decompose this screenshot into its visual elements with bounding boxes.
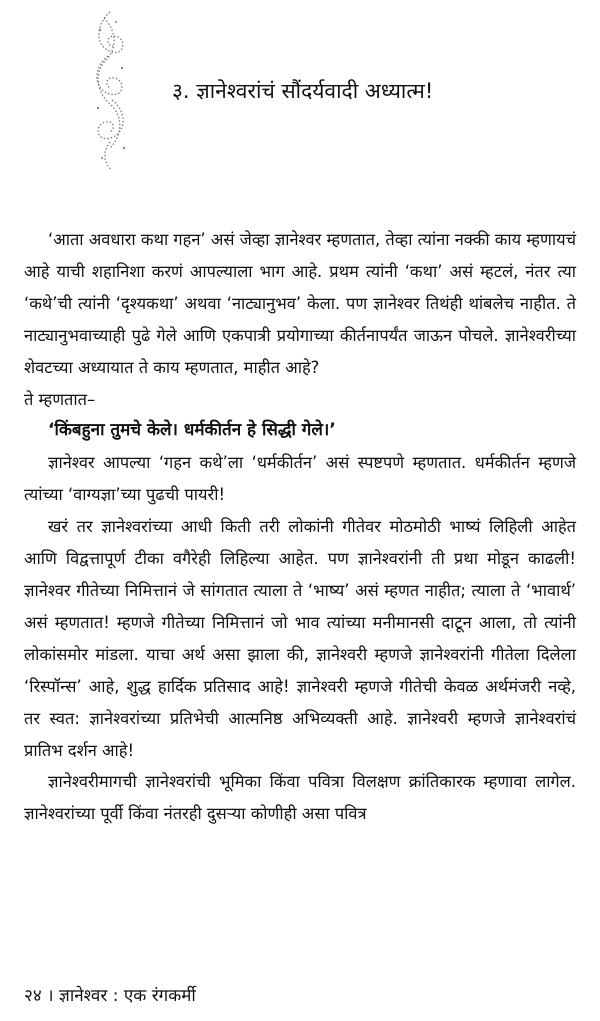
verse-quote: ‘किंबहुना तुमचे केले। धर्मकीर्तन हे सिद्धी गेले।’ (48, 420, 336, 441)
paragraph-3: खरं तर ज्ञानेश्वरांच्या आधी किती तरी लोकांनी गीतेवर मोठमोठी भाष्यं लिहिली आहेत आणि विद्वत्तापूर्ण टीका वगैरेही लिहिल्या आहेत. पण ज्ञानेश्वरांनी ती प्रथा मोडून काढली! ज्ञानेश्वर गीतेच्या निमित्तानं जे सांगतात त्याला ते ‘भाष्य’ असं म्हणत नाहीत; त्याला ते ‘भावार्थ’ असं म्हणतात! म्हणजे गीतेच्या निमित्तानं जो भाव त्यांच्या मनीमानसी दाटून आला, तो त्यांनी लोकांसमोर मांडला. याचा अर्थ असा झाला की, ज्ञानेश्वरी म्हणजे ज्ञानेश्वरांनी गीतेला दिलेला ‘रिस्पॉन्स’ आहे, शुद्ध हार्दिक प्रतिसाद आहे! ज्ञानेश्वरी म्हणजे गीतेची केवळ अर्थमंजरी नव्हे, तर स्वत: ज्ञानेश्वरांच्या प्रतिभेची आत्मनिष्ठ अभिव्यक्ती आहे. ज्ञानेश्वरी म्हणजे ज्ञानेश्वरांचं प्रातिभ दर्शन आहे! (24, 517, 576, 760)
page-footer: २४ । ज्ञानेश्वर : एक रंगकर्मी (24, 986, 196, 1006)
quote-intro-label: ते म्हणतात– (24, 389, 96, 409)
chapter-title: ३. ज्ञानेश्वरांचं सौंदर्यवादी अध्यात्म! (172, 79, 434, 103)
paragraph-4: ज्ञानेश्वरीमागची ज्ञानेश्वरांची भूमिका किंवा पवित्रा विलक्षण क्रांतिकारक म्हणावा लागेल. ज्ञानेश्वरांच्या पूर्वी किंवा नंतरही दुसऱ्या कोणीही असा पवित्र (24, 772, 576, 824)
paragraph-2: ज्ञानेश्वर आपल्या ‘गहन कथे’ला ‘धर्मकीर्तन’ असं स्पष्टपणे म्हणतात. धर्मकीर्तन म्हणजे त्यांच्या ‘वाग्यज्ञा’च्या पुढची पायरी! (24, 453, 576, 505)
body-text (24, 224, 576, 830)
decorative-flourish-icon (86, 8, 134, 173)
paragraph-1: ‘आता अवधारा कथा गहन’ असं जेव्हा ज्ञानेश्वर म्हणतात, तेव्हा त्यांना नक्की काय म्हणायचं आहे याची शहानिशा करणं आपल्याला भाग आहे. प्रथम त्यांनी ‘कथा’ असं म्हटलं, नंतर त्या ‘कथे’ची त्यांनी ‘दृश्यकथा’ अथवा ‘नाट्यानुभव’ केला. पण ज्ञानेश्वर तिथंही थांबलेच नाहीत. ते नाट्यानुभवाच्याही पुढे गेले आणि एकपात्री प्रयोगाच्या कीर्तनापर्यंत जाऊन पोचले. ज्ञानेश्वरीच्या शेवटच्या अध्यायात ते काय म्हणतात, माहीत आहे? (24, 230, 576, 377)
